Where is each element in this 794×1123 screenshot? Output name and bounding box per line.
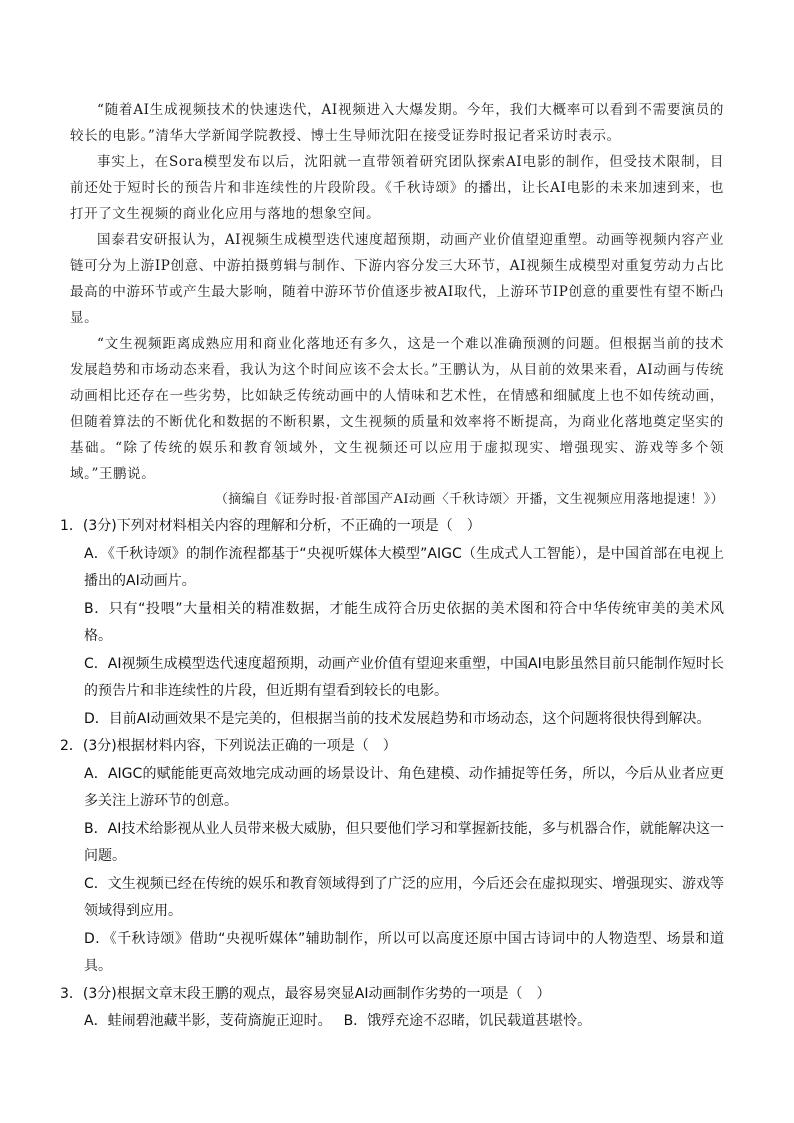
question-stem: 2．(3分)根据材料内容，下列说法正确的一项是（ ） [60, 738, 397, 754]
option-b: B．饿殍充途不忍睹，饥民载道甚堪怜。 [343, 1013, 592, 1029]
passage-source: （摘编自《证券时报·首部国产AI动画〈千秋诗颂〉开播，文生视频应用落地提速！》） [214, 492, 724, 507]
passage-paragraph-4: “文生视频距离成熟应用和商业化落地还有多久，这是一个难以准确预测的问题。但根据当前的技术发展趋势和市场动态来看，我认为这个时间应该不会太长。”王鹏认为，从目前的效果来看，AI动画与传统动画相比还存在一些劣势，比如缺乏传统动画中的人情味和艺术性，在情感和细腻度上也不如传统动画，但随着算法的不断优化和数据的不断积累，文生视频的质量和效率将不断提高，为商业化落地奠定坚实的基础。“除了传统的娱乐和教育领域外，文生视频还可以应用于虚拟现实、增强现实、游戏等多个领域。”王鹏说。 [70, 336, 724, 482]
option-b: B．只有“投喂”大量相关的精准数据，才能生成符合历史依据的美术图和符合中华传统审美的美术风格。 [84, 600, 724, 644]
question-2 [60, 733, 724, 981]
passage-paragraph-1: “随着AI生成视频技术的快速迭代，AI视频进入大爆发期。今年，我们大概率可以看到不需要演员的较长的电影。”清华大学新闻学院教授、博士生导师沈阳在接受证券时报记者采访时表示。 [70, 102, 724, 144]
question-stem: 1．(3分)下列对材料相关内容的理解和分析，不正确的一项是（ ） [60, 518, 481, 534]
option-c: C．AI视频生成模型迭代速度超预期，动画产业价值有望迎来重塑，中国AI电影虽然目前只能制作短时长的预告片和非连续性的片段，但近期有望看到较长的电影。 [84, 655, 724, 699]
reading-passage [70, 97, 724, 487]
option-a: A．蛙闹碧池藏半影，芰荷旖旎正迎时。 [84, 1013, 332, 1029]
passage-paragraph-3: 国泰君安研报认为，AI视频生成模型迭代速度超预期，动画产业价值望迎重塑。动画等视频内容产业链可分为上游IP创意、中游拍摄剪辑与制作、下游内容分发三大环节，AI视频生成模型对重复劳动力占比最高的中游环节或产生最大影响，随着中游环节价值逐步被AI取代，上游环节IP创意的重要性有望不断凸显。 [70, 232, 724, 326]
option-row [70, 1008, 724, 1036]
option-a: A．AIGC的赋能能更高效地完成动画的场景设计、角色建模、动作捕捉等任务，所以，今后从业者应更多关注上游环节的创意。 [84, 765, 724, 809]
option-d: D．《千秋诗颂》借助“央视听媒体”辅助制作，所以可以高度还原中国古诗词中的人物造型、场景和道具。 [84, 930, 724, 974]
question-stem: 3．(3分)根据文章末段王鹏的观点，最容易突显AI动画制作劣势的一项是（ ） [60, 985, 551, 1002]
page-content [60, 97, 724, 1036]
option-a: A．《千秋诗颂》的制作流程都基于“央视听媒体大模型”AIGC（生成式人工智能），是中国首部在电视上播出的AI动画片。 [84, 545, 724, 589]
question-list [60, 513, 724, 1036]
option-d: D．目前AI动画效果不是完美的，但根据当前的技术发展趋势和市场动态，这个问题将很快得到解决。 [84, 710, 711, 727]
question-1 [60, 513, 724, 733]
option-b: B．AI技术给影视从业人员带来极大威胁，但只要他们学习和掌握新技能，多与机器合作，就能解决这一问题。 [84, 820, 724, 864]
passage-paragraph-2: 事实上，在Sora模型发布以后，沈阳就一直带领着研究团队探索AI电影的制作，但受技术限制，目前还处于短时长的预告片和非连续性的片段阶段。《千秋诗颂》的播出，让长AI电影的未来加速到来，也打开了文生视频的商业化应用与落地的想象空间。 [70, 154, 724, 222]
option-c: C．文生视频已经在传统的娱乐和教育领域得到了广泛的应用，今后还会在虚拟现实、增强现实、游戏等领域得到应用。 [84, 875, 724, 919]
question-3 [60, 981, 724, 1036]
